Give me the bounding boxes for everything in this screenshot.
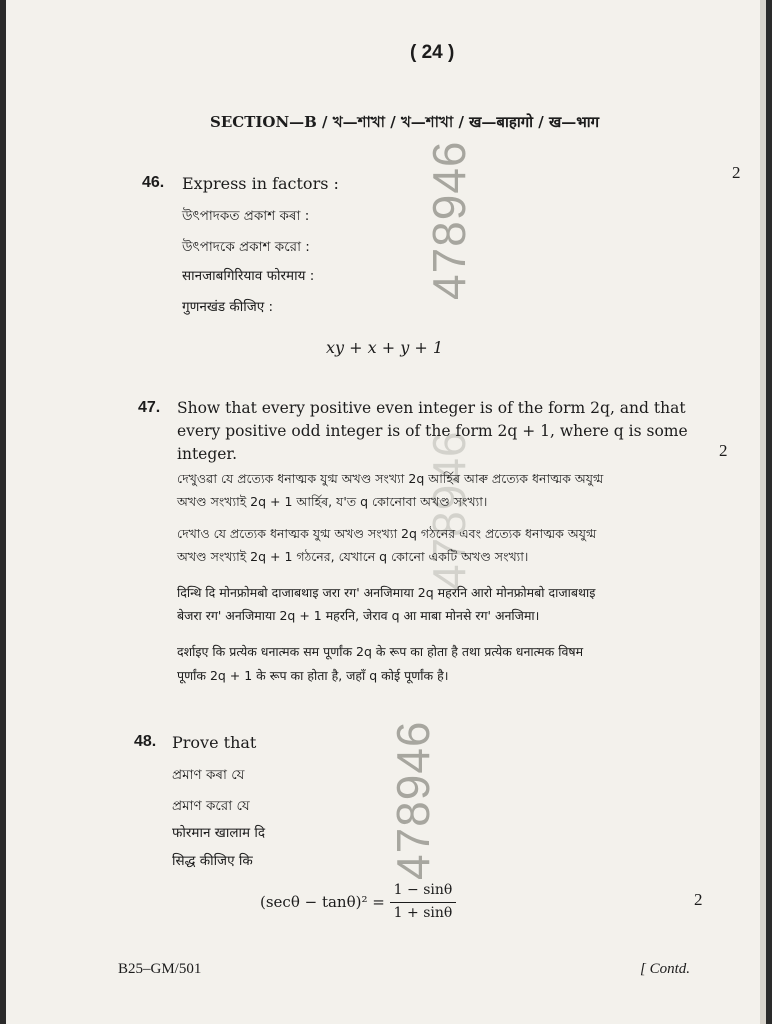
question-47-bodo-line1: दिन्थि दि मोनफ्रोमबो दाजाबथाइ जरा रग' अनजिमाया 2q महरनि आरो मोनफ्रोमबो दाजाबथाइ [177,585,596,600]
question-47-marks: 2 [719,441,728,460]
question-46-expression: xy + x + y + 1 [326,338,444,357]
footer-contd: [ Contd. [640,961,691,977]
question-47-english-line1: Show that every positive even integer is of the form 2q, and that [177,399,686,417]
watermark-bottom: 478946 [387,720,439,880]
page-edge [760,0,766,1024]
question-48-english: Prove that [172,733,257,752]
question-47-hindi-line1: दर्शाइए कि प्रत्येक धनात्मक सम पूर्णांक 2q के रूप का होता है तथा प्रत्येक धनात्मक विषम [177,644,584,659]
question-46-number: 46. [142,174,165,191]
watermark-top: 478946 [423,140,475,300]
question-46-bengali: উৎপাদকে প্রকাশ করো : [182,239,310,255]
question-48-denominator: 1 + sinθ [393,905,453,921]
question-48-number: 48. [134,733,157,750]
question-47-english-line2: every positive odd integer is of the form 2q + 1, where q is some [177,422,688,440]
question-48-marks: 2 [694,890,703,909]
section-heading: SECTION—B / খ—শাখা / খ—শাখা / ख—बाहागो / ख—भाग [210,113,600,131]
question-47-assamese-line2: অখণ্ড সংখ্যাই 2q + 1 আৰ্হিৰ, য'ত q কোনোবা অখণ্ড সংখ্যা। [177,494,488,509]
question-47-bengali-line1: দেখাও যে প্রত্যেক ধনাত্মক যুগ্ম অখণ্ড সংখ্যা 2q গঠনের এবং প্রত্যেক ধনাত্মক অযুগ্ম [177,526,597,541]
page-number: ( 24 ) [410,42,455,63]
question-48-bengali: প্রমাণ করো যে [172,798,250,814]
question-46-bodo: सानजाबगिरियाव फोरमाय : [182,268,315,284]
question-48-numerator: 1 − sinθ [393,882,453,898]
exam-page [6,0,766,1024]
question-46-marks: 2 [732,163,741,182]
question-47-assamese-line1: দেখুওৱা যে প্ৰত্যেক ধনাত্মক যুগ্ম অখণ্ড সংখ্যা 2q আৰ্হিৰ আৰু প্ৰত্যেক ধনাত্মক অযুগ্ম [177,471,604,486]
question-47-bengali-line2: অখণ্ড সংখ্যাই 2q + 1 গঠনের, যেখানে q কোনো একটি অখণ্ড সংখ্যা। [177,549,529,564]
question-48-hindi: सिद्ध कीजिए कि [172,853,253,869]
question-46-assamese: উৎপাদকত প্ৰকাশ কৰা : [182,208,310,224]
question-47-bodo-line2: बेजरा रग' अनजिमाया 2q + 1 महरनि, जेराव q आ माबा मोनसे रग' अनजिमा। [177,608,540,623]
question-48-fraction-line [390,902,456,903]
question-47-hindi-line2: पूर्णांक 2q + 1 के रूप का होता है, जहाँ q कोई पूर्णांक है। [177,668,449,683]
question-46-hindi: गुणनखंड कीजिए : [182,299,274,315]
watermark-middle: 478946 [423,430,475,590]
question-48-bodo: फोरमान खालाम दि [172,825,265,841]
question-48-lhs: (secθ − tanθ)² = [260,893,385,911]
question-47-number: 47. [138,399,161,416]
question-46-english: Express in factors : [182,174,339,193]
footer-paper-code: B25–GM/501 [118,961,202,977]
question-47-english-line3: integer. [177,445,238,463]
question-48-assamese: প্ৰমাণ কৰা যে [172,767,245,783]
